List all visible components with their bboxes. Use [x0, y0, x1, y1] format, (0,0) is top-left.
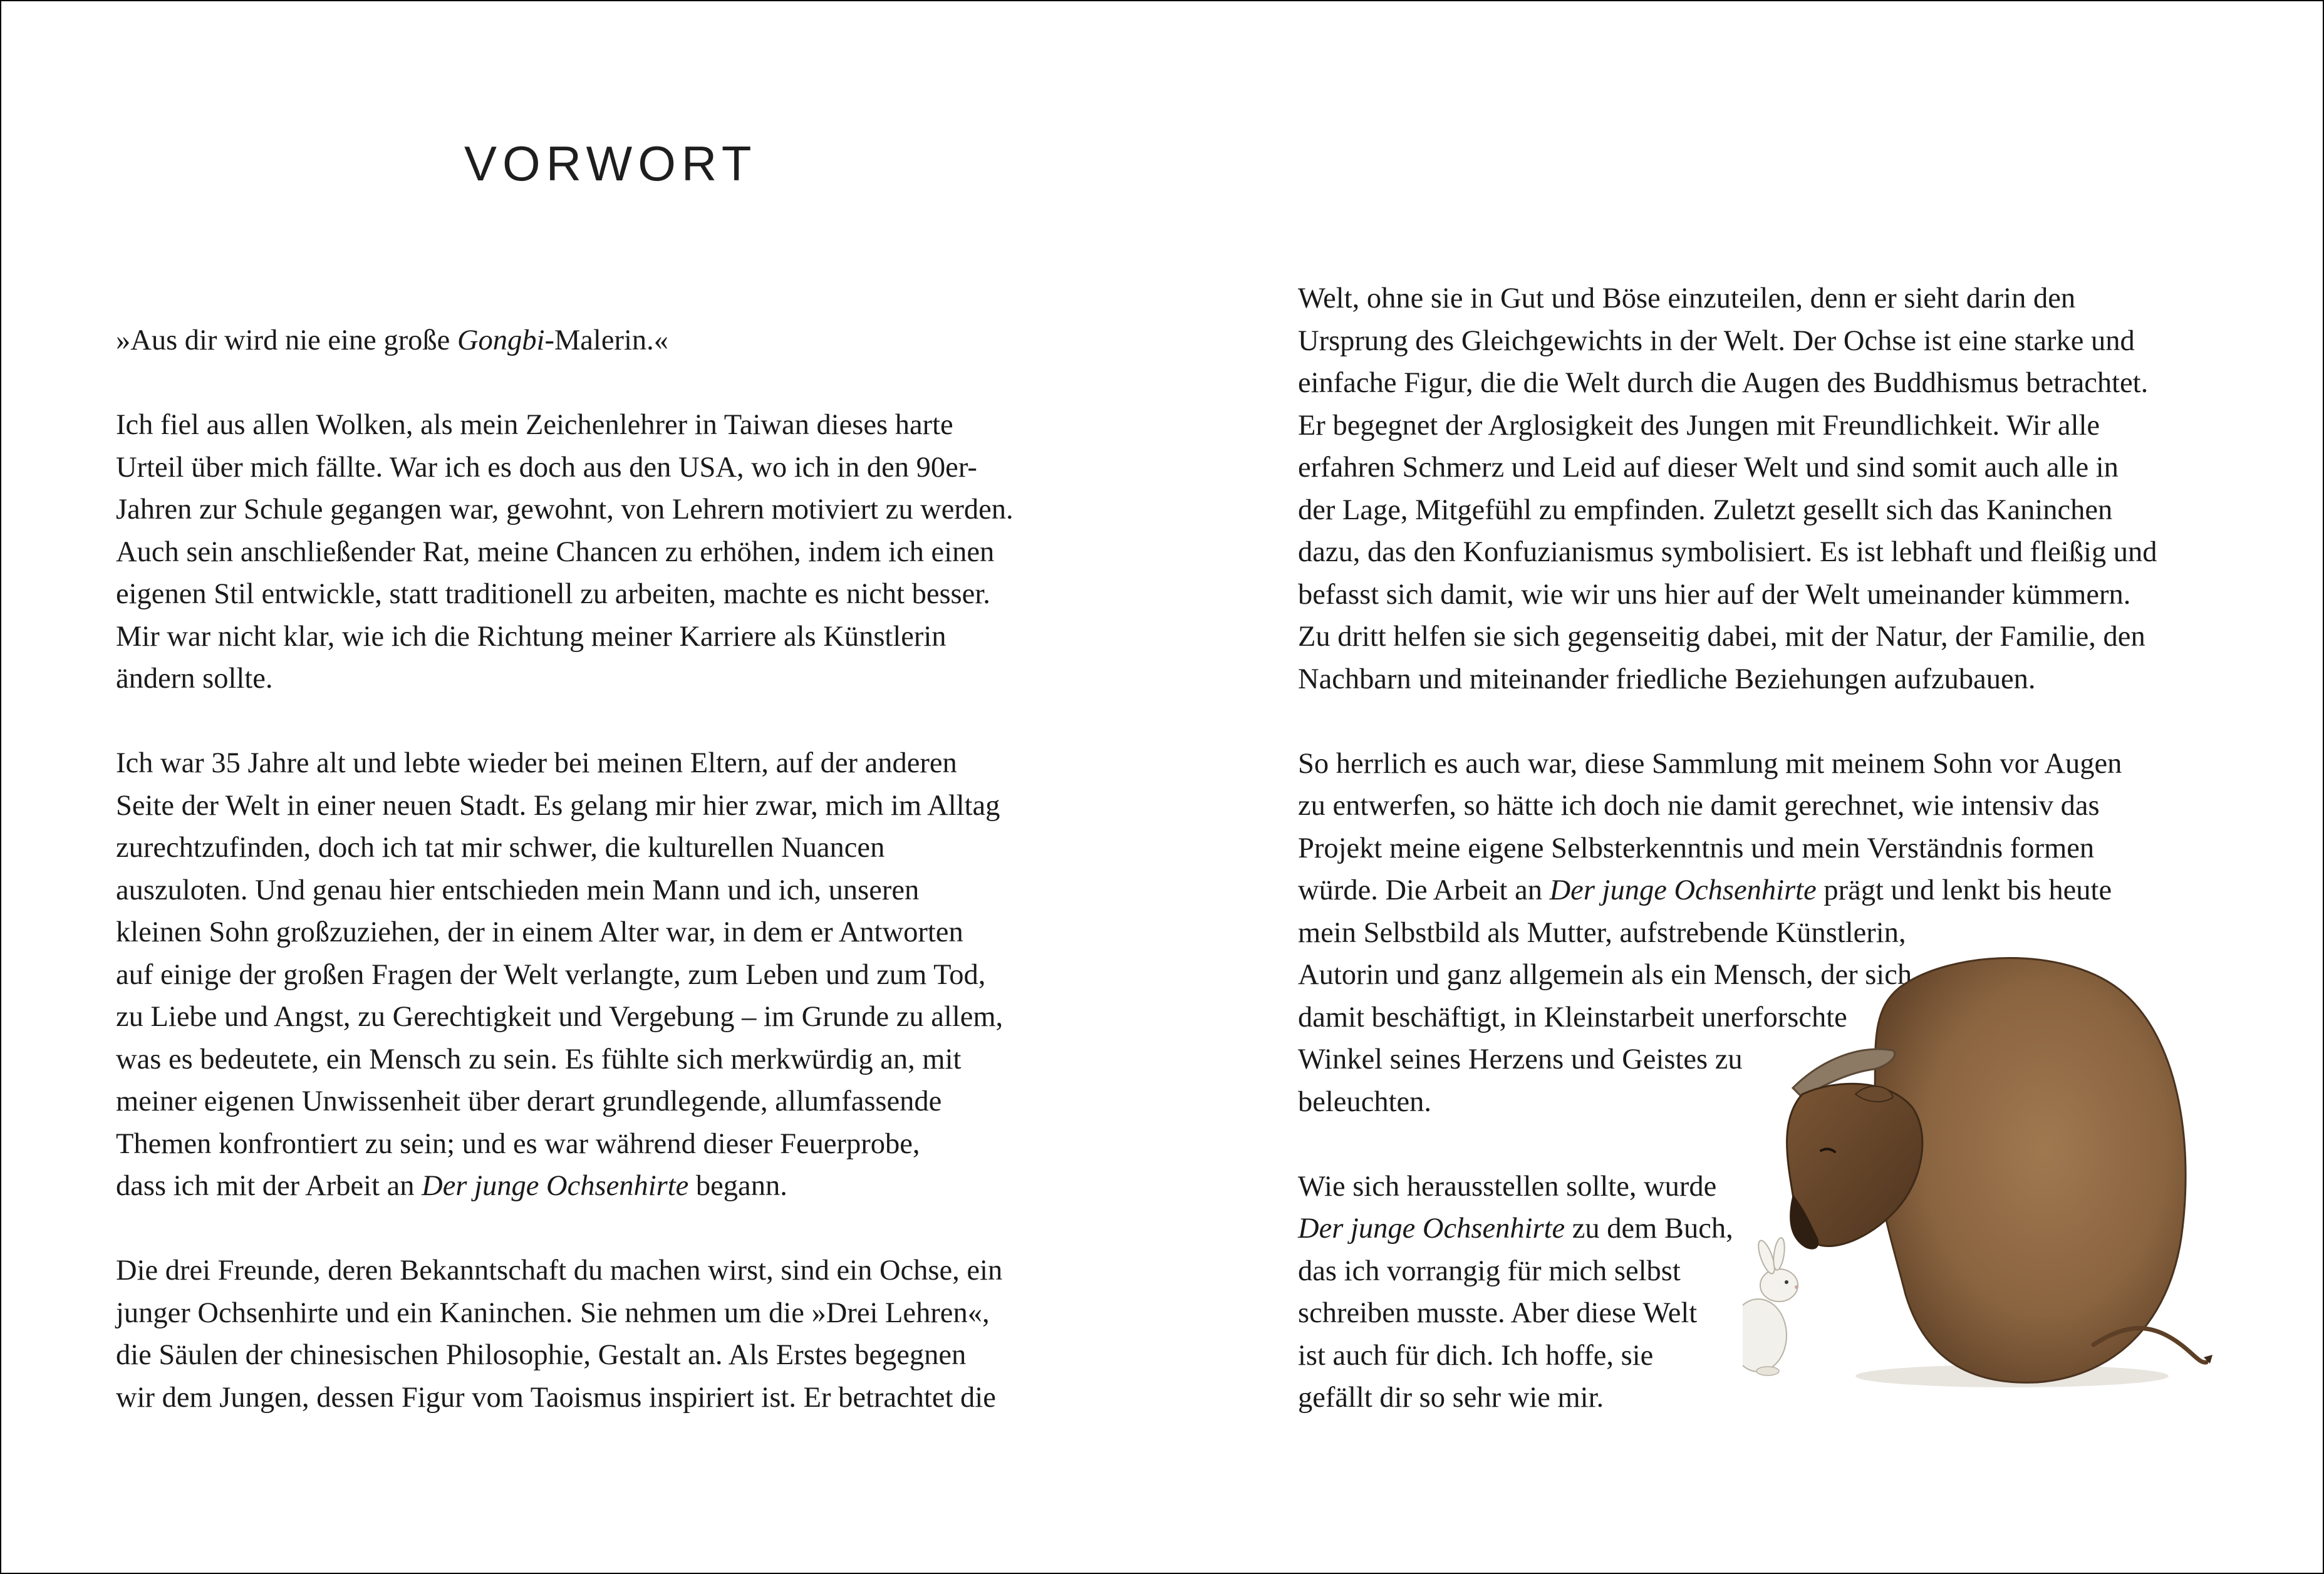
book-title-emphasis: Der junge Ochsenhirte [1298, 1213, 1565, 1245]
page-title: VORWORT [464, 136, 757, 191]
text-line: erfahren Schmerz und Leid auf dieser Welt und sind somit auch alle in [1298, 452, 2119, 484]
text-line: meiner eigenen Unwissenheit über derart grundlegende, allumfassende [116, 1085, 942, 1117]
text-line: Ich fiel aus allen Wolken, als mein Zeichenlehrer in Taiwan dieses harte [116, 409, 953, 441]
text-line: Seite der Welt in einer neuen Stadt. Es gelang mir hier zwar, mich im Alltag [116, 789, 1000, 822]
text-line: ist auch für dich. Ich hoffe, sie [1298, 1339, 1654, 1372]
text-line: eigenen Stil entwickle, statt traditionell zu arbeiten, machte es nicht besser. [116, 578, 990, 610]
text-line: auf einige der großen Fragen der Welt verlangte, zum Leben und zum Tod, [116, 958, 986, 991]
rabbit-ear-right [1772, 1237, 1786, 1271]
text-line: Projekt meine eigene Selbsterkenntnis und mein Verständnis formen [1298, 832, 2095, 864]
text-line: So herrlich es auch war, diese Sammlung mit meinem Sohn vor Augen [1298, 747, 2122, 780]
left-column [116, 319, 1093, 1419]
text-line: beleuchten. [1298, 1085, 1432, 1118]
rabbit-foot [1756, 1367, 1779, 1375]
text-line: schreiben musste. Aber diese Welt [1298, 1297, 1698, 1329]
rabbit [1743, 1237, 1798, 1375]
text-line: Urteil über mich fällte. War ich es doch aus den USA, wo ich in den 90er- [116, 451, 977, 484]
text-line: Er begegnet der Arglosigkeit des Jungen mit Freundlichkeit. Wir alle [1298, 409, 2100, 442]
text-line: kleinen Sohn großzuziehen, der in einem Alter war, in dem er Antworten [116, 916, 963, 948]
text-line: mein Selbstbild als Mutter, aufstrebende Künstlerin, [1298, 916, 1906, 949]
text-line: Wie sich herausstellen sollte, wurde [1298, 1170, 1717, 1203]
text-line: zu entwerfen, so hätte ich doch nie damit gerechnet, wie intensiv das [1298, 790, 2100, 822]
text-line: Mir war nicht klar, wie ich die Richtung meiner Karriere als Künstlerin [116, 620, 947, 653]
text-line: Zu dritt helfen sie sich gegenseitig dabei, mit der Natur, der Familie, den [1298, 621, 2145, 653]
text-line: wir dem Jungen, dessen Figur vom Taoismus inspiriert ist. Er betrachtet die [116, 1381, 996, 1414]
text-line: ändern sollte. [116, 663, 273, 695]
text-line: Ich war 35 Jahre alt und lebte wieder bei meinen Eltern, auf der anderen [116, 747, 957, 779]
text-line: gefällt dir so sehr wie mir. [1298, 1382, 1604, 1414]
text-line: das ich vorrangig für mich selbst [1298, 1255, 1681, 1287]
text-line: der Lage, Mitgefühl zu empfinden. Zuletzt gesellt sich das Kaninchen [1298, 494, 2113, 526]
rabbit-nose [1795, 1285, 1798, 1289]
text-line: Welt, ohne sie in Gut und Böse einzuteilen, denn er sieht darin den [1298, 282, 2076, 314]
text-line: was es bedeutete, ein Mensch zu sein. Es fühlte sich merkwürdig an, mit [116, 1043, 962, 1075]
text-line: Jahren zur Schule gegangen war, gewohnt, von Lehrern motiviert zu werden. [116, 494, 1014, 526]
text-line: Der junge Ochsenhirte zu dem Buch, [1298, 1213, 1733, 1245]
text-line: würde. Die Arbeit an Der junge Ochsenhirte prägt und lenkt bis heute [1298, 874, 2112, 906]
text-line: zu Liebe und Angst, zu Gerechtigkeit und Vergebung – im Grunde zu allem, [116, 1001, 1004, 1033]
text-line: Auch sein anschließender Rat, meine Chancen zu erhöhen, indem ich einen [116, 536, 995, 568]
book-title-emphasis: Der junge Ochsenhirte [1549, 874, 1817, 906]
text-line: Themen konfrontiert zu sein; und es war während dieser Feuerprobe, [116, 1127, 920, 1160]
text-line: auszuloten. Und genau hier entschieden mein Mann und ich, unseren [116, 874, 920, 906]
text-line: die Säulen der chinesischen Philosophie, Gestalt an. Als Erstes begegnen [116, 1339, 967, 1371]
text-line: einfache Figur, die die Welt durch die Augen des Buddhismus betrachtet. [1298, 367, 2149, 399]
text-line: Ursprung des Gleichgewichts in der Welt. Der Ochse ist eine starke und [1298, 324, 2135, 357]
rabbit-eye [1785, 1280, 1788, 1284]
text-line: befasst sich damit, wie wir uns hier auf der Welt umeinander kümmern. [1298, 578, 2131, 611]
text-line: dazu, das den Konfuzianismus symbolisiert. Es ist lebhaft und fleißig und [1298, 536, 2157, 568]
text-line: junger Ochsenhirte und ein Kaninchen. Sie nehmen um die »Drei Lehren«, [116, 1297, 990, 1329]
text-line: Nachbarn und miteinander friedliche Beziehungen aufzubauen. [1298, 663, 2036, 695]
opening-quote: »Aus dir wird nie eine große Gongbi-Malerin.« [116, 324, 669, 356]
text-line: damit beschäftigt, in Kleinstarbeit unerforschte [1298, 1001, 1847, 1033]
text-line: Die drei Freunde, deren Bekanntschaft du machen wirst, sind ein Ochse, ein [116, 1255, 1003, 1287]
text-line: Winkel seines Herzens und Geistes zu [1298, 1043, 1743, 1075]
book-title-emphasis: Der junge Ochsenhirte [422, 1170, 689, 1202]
ox-body [1873, 958, 2186, 1383]
ox-and-rabbit-illustration [1743, 944, 2219, 1395]
text-line: Autorin und ganz allgemein als ein Mensch, der sich [1298, 959, 1912, 991]
text-line: dass ich mit der Arbeit an Der junge Ochsenhirte begann. [116, 1170, 787, 1202]
text-line: zurechtzufinden, doch ich tat mir schwer, die kulturellen Nuancen [116, 832, 885, 864]
emphasis-gongbi: Gongbi [457, 324, 545, 356]
rabbit-head [1760, 1269, 1798, 1302]
rabbit-body [1743, 1299, 1787, 1372]
